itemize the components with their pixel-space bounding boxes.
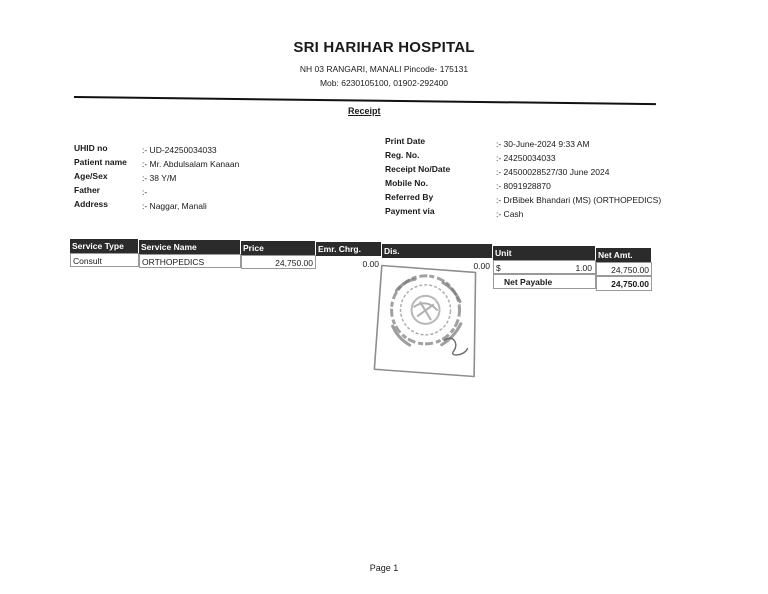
cell-dis: 0.00	[473, 261, 490, 271]
col-header-dis: Dis.	[382, 244, 492, 258]
cell-service-name: ORTHOPEDICS	[139, 254, 241, 268]
hospital-mobile: Mob: 6230105100, 01902-292400	[319, 78, 449, 88]
payment-via-value: :- Cash	[496, 209, 524, 219]
patient-name-value: :- Mr. Abdulsalam Kanaan	[142, 159, 240, 169]
col-header-price: Price	[241, 241, 315, 255]
reg-no-value: :- 24250034033	[496, 153, 556, 163]
col-header-service-type: Service Type	[70, 239, 138, 253]
mobile-value: :- 8091928870	[496, 181, 551, 191]
print-date-label: Print Date	[385, 136, 426, 146]
address-value: :- Naggar, Manali	[142, 201, 207, 211]
col-header-unit: Unit	[493, 246, 595, 260]
hospital-address: NH 03 RANGARI, MANALI Pincode- 175131	[299, 64, 469, 74]
uhid-value: :- UD-24250034033	[142, 145, 217, 155]
print-date-value: :- 30-June-2024 9:33 AM	[496, 139, 590, 149]
receipt-no-value: :- 24500028527/30 June 2024	[496, 167, 610, 177]
payment-via-label: Payment via	[385, 206, 435, 216]
receipt-no-label: Receipt No/Date	[385, 164, 451, 174]
patient-name-label: Patient name	[74, 157, 127, 167]
age-sex-label: Age/Sex	[74, 171, 108, 181]
father-label: Father	[74, 185, 100, 195]
father-value: :-	[142, 187, 148, 197]
mobile-label: Mobile No.	[385, 178, 428, 188]
stamp-graphic	[370, 259, 486, 381]
cell-emr-chrg: 0.00	[316, 256, 382, 270]
hospital-stamp	[370, 259, 486, 381]
hospital-name: SRI HARIHAR HOSPITAL	[293, 39, 475, 56]
age-sex-value: :- 38 Y/M	[142, 173, 177, 183]
receipt-title: Receipt	[348, 106, 381, 116]
cell-net-amt: 24,750.00	[596, 262, 652, 276]
header-divider	[74, 96, 656, 105]
cell-unit	[493, 260, 596, 274]
address-label: Address	[74, 199, 109, 209]
cell-price: 24,750.00	[241, 255, 316, 269]
net-payable-label: Net Payable	[493, 274, 596, 289]
reg-no-label: Reg. No.	[385, 150, 420, 160]
cell-service-type: Consult	[70, 253, 139, 267]
net-payable-value: 24,750.00	[596, 276, 652, 291]
col-header-net-amt: Net Amt.	[596, 248, 651, 262]
cell-unit-value: 1.00	[575, 263, 592, 273]
page-number: Page 1	[369, 563, 399, 573]
referred-by-label: Referred By	[385, 192, 434, 202]
col-header-emr-chrg: Emr. Chrg.	[316, 242, 381, 256]
uhid-label: UHID no	[74, 143, 108, 153]
col-header-service-name: Service Name	[139, 240, 240, 254]
cell-unit-currency: $	[496, 263, 501, 273]
referred-by-value: :- DrBibek Bhandari (MS) (ORTHOPEDICS)	[496, 195, 662, 205]
